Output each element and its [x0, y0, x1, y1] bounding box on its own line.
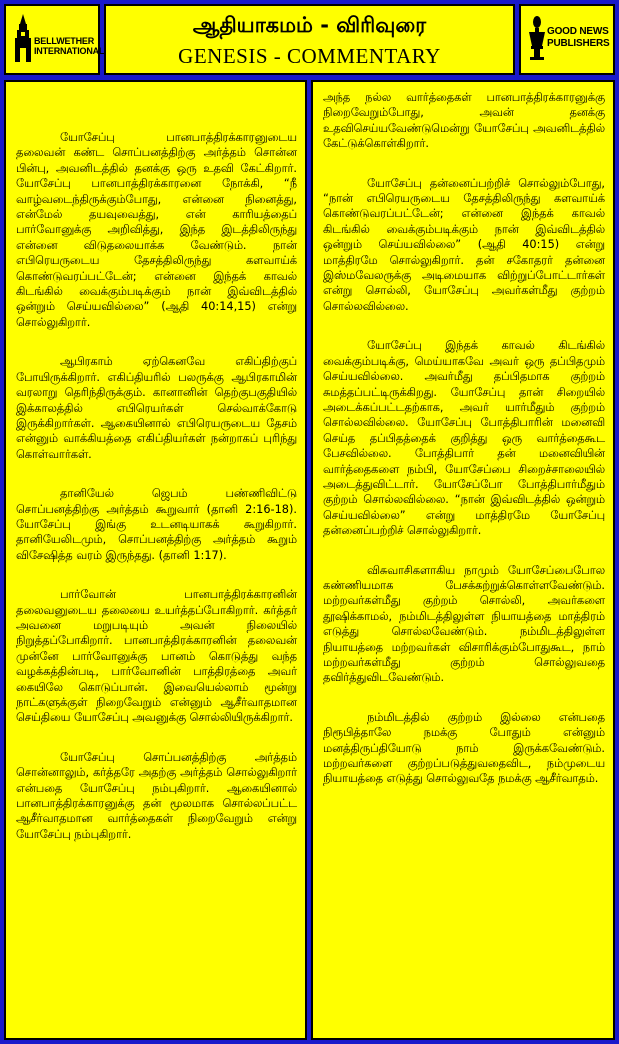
paragraph: நம்மிடத்தில் குற்றம் இல்லை என்பதை நிரூபித்தாலே நமக்கு போதும் என்னும் மனத்திருப்தியோடு நாம் இருக்கவேண்டும். மற்றவர்களை குற்றப்படுத்துவதைவிட, நம்முடைய நியாயத்தை எடுத்து சொல்லுவதே நமக்கு ஆசீர்வாதம். — [323, 710, 605, 786]
right-column — [311, 80, 615, 1040]
paragraph: ஆபிரகாம் ஏற்கெனவே எகிப்திற்குப் போயிருக்கிறார். எகிப்தியரில் பலருக்கு ஆபிரகாமின் வரலாறு தெரிந்திருக்கும். கானானின் தெற்குபகுதியில் இக்காலத்தில் எபிரெயர்கள் செல்வாக்கோடு இருக்கிறார்கள். ஆகையினால் எபிரெயருடைய தேசம் என்னும் வாக்கியத்தை எகிப்தியர்கள் நன்றாகப் புரிந்து கொள்வார்கள். — [16, 355, 297, 461]
church-icon — [12, 14, 34, 62]
title-banner — [104, 4, 515, 75]
bellwether-logo-text: BELLWETHER INTERNATIONAL — [34, 36, 105, 56]
paragraph: யோசேப்பு சொப்பனத்திற்கு அர்த்தம் சொன்னாலும், கர்த்தரே அதற்கு அர்த்தம் சொல்லுகிறார் என்பதை யோசேப்பு நம்புகிறார். ஆகையினால் பானபாத்திரக்காரனுக்கு தன் மூலமாக சொல்லப்பட்ட ஆசீர்வாதமான வார்த்தைகள் நிறைவேறும் என்று யோசேப்பு நம்புகிறார். — [16, 750, 297, 841]
page-header — [4, 4, 615, 75]
paragraph: யோசேப்பு இந்தக் காவல் கிடங்கில் வைக்கும்படிக்கு, மெய்யாகவே அவர் ஒரு தப்பிதமும் செய்யவில்லை. அவர்மீது தப்பிதமாக குற்றம் சுமத்தப்பட்டிருக்கிறது. யோசேப்பு தான் சிறையில் அடைக்கப்பட்டதற்காக, அவர் யார்மீதும் குற்றம் சொல்லவில்லை. யோசேப்பு போத்திபாரின் மனைவி செய்த தப்பிதத்தைக் குறித்து ஒரு வார்த்தைகூட பேசவில்லை. போத்திபார் தன் மனைவியின் வார்த்தைகளை நம்பி, யோசேப்பை சிறைச்சாலையில் அடைத்துவிட்டார். யோசேப்போ போத்திபார்மீதும் குற்றம் சொல்லவில்லை. “நான் இவ்விடத்தில் ஒன்றும் செய்யவில்லை” என்று மாத்திரமே யோசேப்பு தன்னைப்பற்றிச் சொல்லுகிறார். — [323, 339, 605, 538]
paragraph: தானியேல் ஜெபம் பண்ணிவிட்டு சொப்பனத்திற்கு அர்த்தம் கூறுவார் (தானி 2:16-18). யோசேப்பு இங்கு உடனடியாகக் கூறுகிறார். தானியேலிடமும், சொப்பனத்திற்கு அர்த்தம் கூறும் விசேஷித்த வரம் இருந்தது. (தானி 1:17). — [16, 487, 297, 562]
page-title-tamil: ஆதியாகமம் - விரிவுரை — [192, 13, 427, 37]
paragraph: விசுவாசிகளாகிய நாமும் யோசேப்பைபோல கண்ணியமாக பேசக்கற்றுக்கொள்ளவேண்டும். மற்றவர்கள்மீது குற்றம் சொல்லி, அவர்களை தூஷிக்காமல், நம்மிடத்திலுள்ள நியாயத்தை மாத்திரம் எடுத்து சொல்லவேண்டும். நம்மிடத்திலுள்ள நியாயத்தை மற்றவர்கள் விசாரிக்கும்போதுகூட, நாம் மற்றவர்கள்மீது குற்றம் சொல்லுவதை தவிர்த்துவிடவேண்டும். — [323, 563, 605, 685]
good-news-logo-text: GOOD NEWS PUBLISHERS — [547, 26, 610, 49]
paragraph: யோசேப்பு பானபாத்திரக்காரனுடைய தலைவன் கண்ட சொப்பனத்திற்கு அர்த்தம் சொன்ன பின்பு, அவனிடத்தில் தனக்கு ஒரு உதவி கேட்கிறார். யோசேப்பு பானபாத்திரக்காரனை நோக்கி, “நீ வாழ்வடைந்திருக்கும்போது, என்னை நினைத்து, என்மேல் தயவுவைத்து, என் காரியத்தைப் பார்வோனுக்கு அறிவித்து, இந்த இடத்திலிருந்து என்னை விடுதலையாக்க வேண்டும். நான் எபிரெயருடைய தேசத்திலிருந்து களவாய்க் கொண்டுவரப்பட்டேன்; என்னை இந்தக் காவல் கிடங்கில் வைக்கும்படிக்கும் நான் இவ்விடத்தில் ஒன்றும் செய்யவில்லை” (ஆதி 40:14,15) என்று சொல்லுகிறார். — [16, 131, 297, 329]
left-column — [4, 80, 307, 1040]
paragraph: அந்த நல்ல வார்த்தைகள் பானபாத்திரக்காரனுக்கு நிறைவேறும்போது, அவன் தனக்கு உதவிசெய்யவேண்டுமென்று யோசேப்பு அவனிடத்தில் கேட்டுக்கொள்கிறார். — [323, 91, 605, 151]
paragraph: பார்வோன் பானபாத்திரக்காரனின் தலைவனுடைய தலையை உயர்த்தப்போகிறார். கர்த்தர் அவனை மறுபடியும் அவன் நிலையில் நிறுத்தப்போகிறார். பானபாத்திரக்காரனின் தலைவன் முன்னே பார்வோனுக்கு பானம் கொடுத்து வந்த வழக்கத்தின்படி, பார்வோனின் பாத்திரத்தை அவர் கையிலே கொடுப்பான். இவையெல்லாம் மூன்று நாட்களுக்குள் நிறைவேறும் என்னும் ஆசீர்வாதமான செய்தியை யோசேப்பு அவனுக்கு சொல்லியிருக்கிறார். — [16, 588, 297, 725]
bellwether-logo — [4, 4, 105, 75]
good-news-logo — [519, 4, 615, 75]
paragraph: யோசேப்பு தன்னைப்பற்றிச் சொல்லும்போது, “நான் எபிரெயருடைய தேசத்திலிருந்து களவாய்க் கொண்டுவரப்பட்டேன்; என்னை இந்தக் காவல் கிடங்கில் வைக்கும்படிக்கும் நான் இவ்விடத்தில் ஒன்றும் செய்யவில்லை” (ஆதி 40:15) என்று மாத்திரமே சொல்லுகிறார். தன் சகோதரர் தன்னை இஸ்மவேலருக்கு அடிமையாக விற்றுப்போட்டார்கள் என்று சொல்லி, யோசேப்பு அவர்கள்மீது குற்றம் சொல்லவில்லை. — [323, 176, 605, 313]
lamp-icon — [527, 16, 547, 60]
page-title-english: GENESIS - COMMENTARY — [178, 44, 441, 68]
